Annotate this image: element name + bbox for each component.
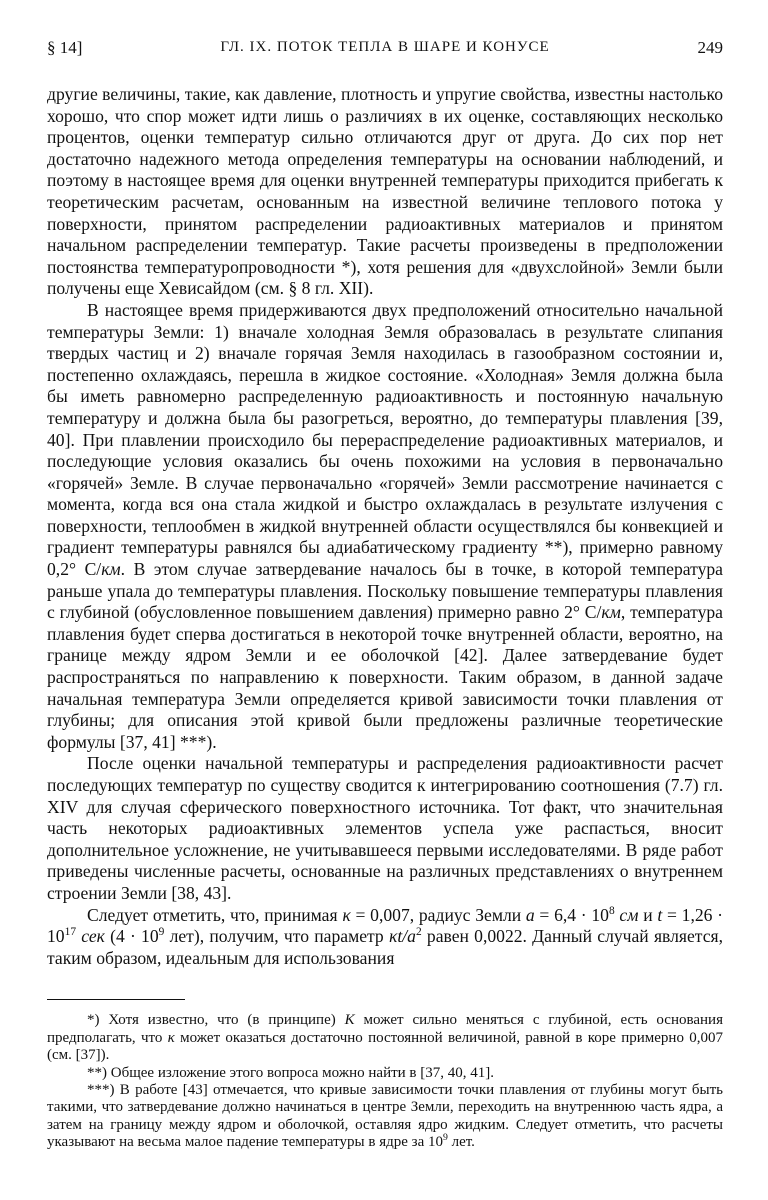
paragraph-2: В настоящее время придерживаются двух предположений относительно начальной температуры Земли: 1) вначале холодная Земля образовалась в результате слипания твердых частиц и 2) вначале горячая Земля находилась в газообразном состоянии и, постепенно охлаждаясь, перешла в жидкое состояние. «Холодная» Земля должна была бы иметь равномерно распределенную радиоактивность и постоянную начальную температуру и должна была бы разогреться, вероятно, до температуры плавления [39, 40]. При плавлении происходило бы перераспределение радиоактивных материалов, и последующие условия оказались бы очень похожими на условия в первоначально «горячей» Земле. В случае первоначально «горячей» Земли рассмотрение начинается с момента, когда вся она стала жидкой и быстро охлаждалась в результате излучения с поверхности, теплообмен в жидкой внутренней области осуществлялся бы конвекцией и градиент температуры равнялся бы адиабатическому градиенту **), примерно равному 0,2° С/км. В этом случае затвердевание началось бы в точке, в которой температура раньше упала до температуры плавления. Поскольку повышение температуры плавления с глубиной (обусловленное повышением давления) примерно равно 2° С/км, температура плавления будет сперва достигаться в некоторой точке внутренней области, вероятно, на границе между ядром Земли и ее оболочкой [42]. Далее затвердевание будет распространяться по направлению к поверхности. Таким образом, в данной задаче начальная температура Земли определяется кривой зависимости точки плавления от глубины; для описания этой кривой были предложены различные теоретические формулы [37, 41] ***).: [47, 299, 723, 752]
footnotes: [47, 1012, 723, 1151]
footnote-3: ***) В работе [43] отмечается, что кривые зависимости точки плавления от глубины могут быть такими, что затвердевание должно начинаться в центре Земли, переходить на внутреннюю часть ядра, а затем на границу между ядром и оболочкой, оставляя ядро жидким. Следует отметить, что расчеты указывают на весьма малое падение температуры в ядре за $10^9$ лет.: [47, 1081, 723, 1151]
running-header: [47, 38, 723, 64]
paragraph-4: Следует отметить, что, принимая κ = 0,007, радиус Земли $a = 6,4 \cdot 10^8$ см и $t = 1,26 \cdot 10^{17}$ сек ($4 \cdot 10^9$ лет), получим, что параметр $\kappa t/a^2$ равен 0,0022. Данный случай является, таким образом, идеальным для использования: [47, 904, 724, 968]
paragraph-3: После оценки начальной температуры и распределения радиоактивности расчет последующих температур по существу сводится к интегрированию соотношения (7.7) гл. XIV для случая сферического поверхностного источника. Тот факт, что значительная часть некоторых радиоактивных элементов успела уже распасться, вносит дополнительное усложнение, не учитывавшееся первыми исследователями. В ряде работ приведены численные расчеты, основанные на различных представлениях о внутреннем строении Земли [38, 43].: [47, 753, 723, 903]
main-text: [47, 84, 723, 969]
paragraph-1: другие величины, такие, как давление, плотность и упругие свойства, известны настолько хорошо, что спор может идти лишь о различиях в их оценке, составляющих несколько процентов, оценки температур сильно отличаются друг от друга. До сих пор нет достаточно надежного метода определения температуры на основании наблюдений, и поэтому в настоящее время для оценки внутренней температуры приходится прибегать к теоретическим расчетам, основанным на известной величине теплового потока у поверхности, принятом распределении радиоактивных материалов и принятом начальном распределении температур. Такие расчеты произведены в предположении постоянства температуропроводности *), хотя решения для «двухслойной» Земли были получены еще Хевисайдом (см. § 8 гл. XII).: [47, 84, 723, 299]
footnote-1: *) Хотя известно, что (в принципе) K может сильно меняться с глубиной, есть основания предполагать, что κ может оказаться достаточно постоянной величиной, равной в коре примерно 0,007 (см. [37]).: [47, 1012, 723, 1064]
footnote-2: **) Общее изложение этого вопроса можно найти в [37, 40, 41].: [87, 1064, 495, 1081]
footnote-separator: [47, 999, 185, 1000]
book-page: [47, 38, 723, 1152]
chapter-title: ГЛ. IX. ПОТОК ТЕПЛА В ШАРЕ И КОНУСЕ: [220, 39, 550, 55]
section-marker: § 14]: [47, 38, 83, 57]
page-number: 249: [697, 38, 723, 57]
